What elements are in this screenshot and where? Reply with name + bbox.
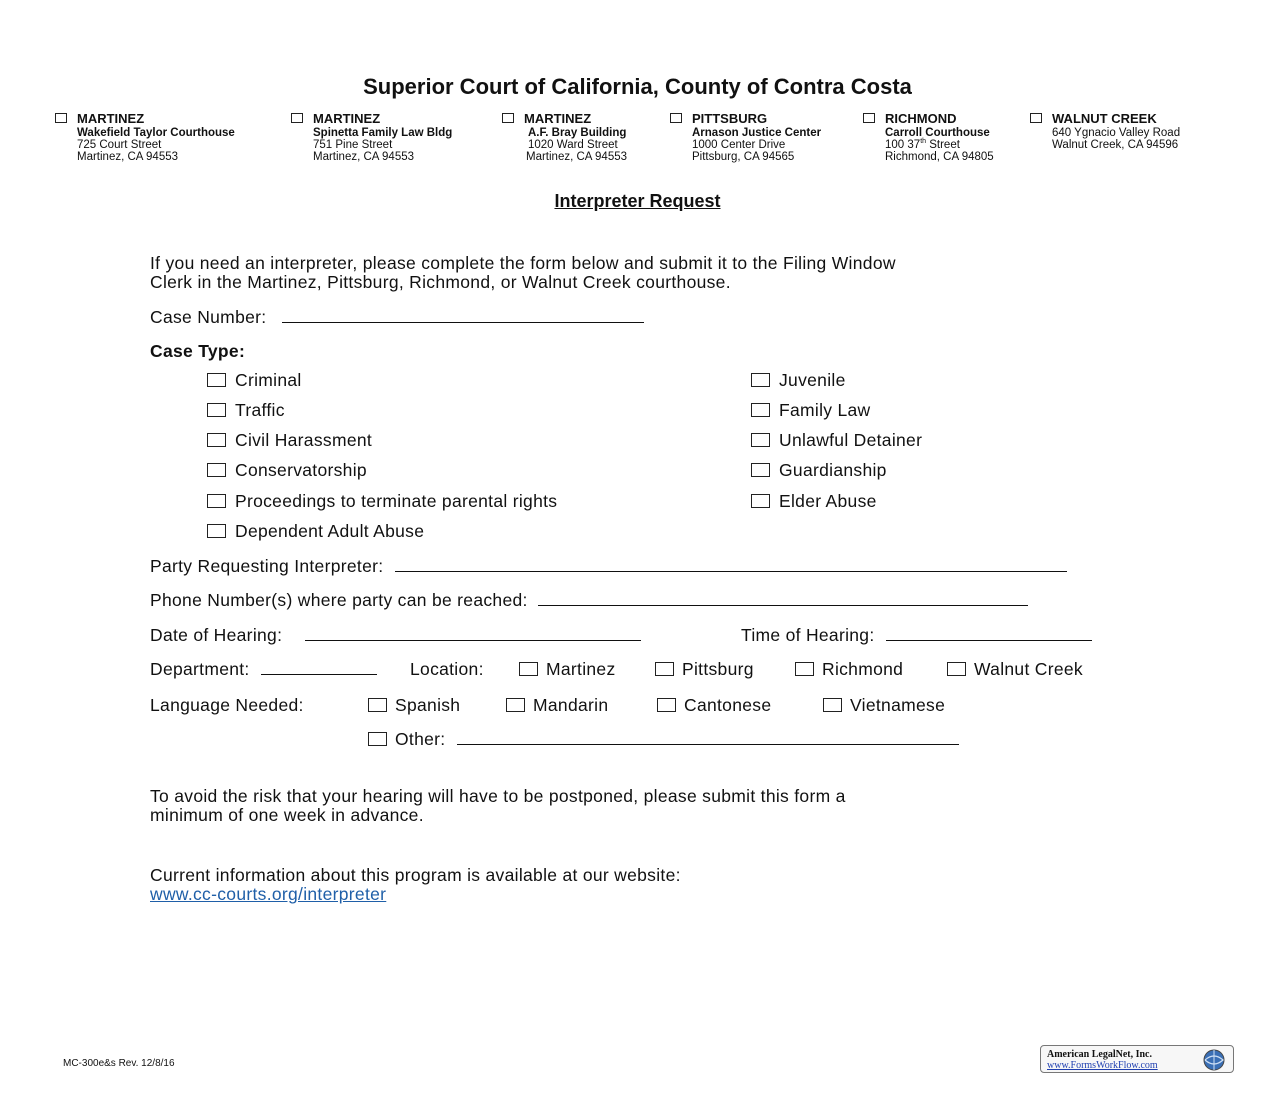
- checkbox[interactable]: [751, 403, 770, 417]
- checkbox[interactable]: [207, 463, 226, 477]
- court-title: Superior Court of California, County of Contra Costa: [363, 74, 912, 99]
- courthouse-name: MARTINEZ: [77, 111, 145, 126]
- location-martinez[interactable]: [519, 659, 616, 679]
- courthouse-street: 1020 Ward Street: [528, 139, 618, 151]
- courthouse-name: RICHMOND: [885, 111, 957, 126]
- case-number-field[interactable]: [282, 308, 644, 323]
- time-label: Time of Hearing:: [741, 625, 875, 645]
- option-label: Martinez: [546, 659, 616, 679]
- case-type-elder-abuse[interactable]: [751, 491, 877, 511]
- website-info: [150, 866, 681, 904]
- website-text: Current information about this program is available at our website:: [150, 865, 681, 885]
- courthouse-walnut-creek: [1052, 112, 1180, 151]
- phone-label: Phone Number(s) where party can be reached:: [150, 590, 528, 610]
- case-type-guardianship[interactable]: [751, 460, 887, 480]
- checkbox[interactable]: [751, 373, 770, 387]
- date-label: Date of Hearing:: [150, 625, 283, 645]
- checkbox[interactable]: [751, 494, 770, 508]
- courthouse-city: Pittsburg, CA 94565: [692, 151, 795, 163]
- courthouse-building: Wakefield Taylor Courthouse: [77, 127, 235, 139]
- option-label: Vietnamese: [850, 695, 946, 715]
- time-field[interactable]: [886, 626, 1092, 641]
- courthouse-checkbox[interactable]: [670, 113, 682, 123]
- option-label: Spanish: [395, 695, 461, 715]
- location-label: Location:: [410, 659, 484, 679]
- courthouse-city: Martinez, CA 94553: [77, 151, 179, 163]
- checkbox[interactable]: [751, 433, 770, 447]
- case-type-juvenile[interactable]: [751, 370, 846, 390]
- form-code: MC-300e&s Rev. 12/8/16: [63, 1058, 175, 1069]
- courthouse-name: WALNUT CREEK: [1052, 111, 1157, 126]
- option-label: Guardianship: [779, 460, 887, 480]
- courthouse-checkbox[interactable]: [1030, 113, 1042, 123]
- phone-field[interactable]: [538, 591, 1028, 606]
- case-type-criminal[interactable]: [207, 370, 302, 390]
- courthouse-street: 751 Pine Street: [313, 139, 393, 151]
- party-row: [150, 556, 1067, 576]
- date-field[interactable]: [305, 626, 641, 641]
- case-type-parental-rights[interactable]: [207, 491, 557, 511]
- option-label: Walnut Creek: [974, 659, 1083, 679]
- location-richmond[interactable]: [795, 659, 903, 679]
- intro-line: If you need an interpreter, please complete the form below and submit it to the Filing Window: [150, 253, 896, 273]
- other-language-field[interactable]: [457, 730, 959, 745]
- option-label: Conservatorship: [235, 460, 367, 480]
- checkbox[interactable]: [207, 433, 226, 447]
- checkbox[interactable]: [655, 662, 674, 676]
- option-label: Mandarin: [533, 695, 609, 715]
- option-label: Dependent Adult Abuse: [235, 521, 425, 541]
- case-type-traffic[interactable]: [207, 400, 285, 420]
- courthouse-street: 1000 Center Drive: [692, 139, 786, 151]
- time-row: [741, 625, 1092, 645]
- courthouse-martinez-bray: [524, 112, 627, 163]
- courthouse-building: Spinetta Family Law Bldg: [313, 127, 453, 139]
- checkbox[interactable]: [823, 698, 842, 712]
- option-label: Family Law: [779, 400, 871, 420]
- courthouse-martinez-spinetta: [313, 112, 452, 163]
- logo-company: American LegalNet, Inc.: [1047, 1049, 1152, 1060]
- case-type-family-law[interactable]: [751, 400, 871, 420]
- intro-text: [150, 254, 896, 292]
- option-label: Other:: [395, 729, 446, 749]
- courthouse-pittsburg: [692, 112, 821, 163]
- advance-line: minimum of one week in advance.: [150, 805, 424, 825]
- option-label: Civil Harassment: [235, 430, 373, 450]
- advance-line: To avoid the risk that your hearing will have to be postponed, please submit this form a: [150, 786, 846, 806]
- courthouse-richmond: [885, 112, 994, 163]
- case-number-row: [150, 307, 644, 327]
- courthouse-martinez-wakefield: [77, 112, 235, 163]
- option-label: Richmond: [822, 659, 904, 679]
- courthouse-checkbox[interactable]: [55, 113, 67, 123]
- courthouse-city: Walnut Creek, CA 94596: [1052, 139, 1179, 151]
- intro-line: Clerk in the Martinez, Pittsburg, Richmond, or Walnut Creek courthouse.: [150, 272, 731, 292]
- language-vietnamese[interactable]: [823, 695, 945, 715]
- checkbox[interactable]: [207, 403, 226, 417]
- department-row: [150, 659, 377, 679]
- courthouse-building: Carroll Courthouse: [885, 127, 990, 139]
- option-label: Elder Abuse: [779, 491, 877, 511]
- form-title: Interpreter Request: [554, 191, 721, 211]
- courthouse-city: Martinez, CA 94553: [313, 151, 415, 163]
- checkbox[interactable]: [751, 463, 770, 477]
- checkbox[interactable]: [947, 662, 966, 676]
- case-type-civil-harassment[interactable]: [207, 430, 372, 450]
- courthouse-checkbox[interactable]: [291, 113, 303, 123]
- checkbox[interactable]: [207, 524, 226, 538]
- phone-row: [150, 590, 1028, 610]
- option-label: Criminal: [235, 370, 302, 390]
- language-label: Language Needed:: [150, 695, 304, 715]
- language-other[interactable]: [368, 729, 959, 749]
- option-label: Juvenile: [779, 370, 846, 390]
- courthouse-name: MARTINEZ: [313, 111, 381, 126]
- language-mandarin[interactable]: [506, 695, 608, 715]
- courthouse-city: Richmond, CA 94805: [885, 151, 994, 163]
- courthouse-checkbox[interactable]: [863, 113, 875, 123]
- option-label: Pittsburg: [682, 659, 754, 679]
- courthouse-checkbox[interactable]: [502, 113, 514, 123]
- logo-url[interactable]: www.FormsWorkFlow.com: [1047, 1060, 1158, 1071]
- location-walnut-creek[interactable]: [947, 659, 1083, 679]
- courthouse-building: Arnason Justice Center: [692, 127, 822, 139]
- department-label: Department:: [150, 659, 250, 679]
- party-field[interactable]: [395, 557, 1067, 572]
- courthouse-city: Martinez, CA 94553: [526, 151, 628, 163]
- option-label: Proceedings to terminate parental rights: [235, 491, 558, 511]
- party-label: Party Requesting Interpreter:: [150, 556, 384, 576]
- checkbox[interactable]: [657, 698, 676, 712]
- checkbox[interactable]: [519, 662, 538, 676]
- website-link[interactable]: www.cc-courts.org/interpreter: [150, 884, 387, 904]
- case-number-label: Case Number:: [150, 307, 267, 327]
- case-type-unlawful-detainer[interactable]: [751, 430, 922, 450]
- checkbox[interactable]: [207, 373, 226, 387]
- case-type-conservatorship[interactable]: [207, 460, 367, 480]
- option-label: Traffic: [235, 400, 285, 420]
- courthouse-building: A.F. Bray Building: [528, 127, 627, 139]
- department-field[interactable]: [261, 660, 377, 675]
- courthouse-name: MARTINEZ: [524, 111, 592, 126]
- checkbox[interactable]: [795, 662, 814, 676]
- case-type-label: Case Type:: [150, 341, 246, 361]
- checkbox[interactable]: [506, 698, 525, 712]
- location-pittsburg[interactable]: [655, 659, 754, 679]
- advance-notice: [150, 787, 846, 825]
- courthouse-street: 725 Court Street: [77, 139, 162, 151]
- checkbox[interactable]: [368, 698, 387, 712]
- option-label: Cantonese: [684, 695, 772, 715]
- courthouse-name: PITTSBURG: [692, 111, 768, 126]
- checkbox[interactable]: [207, 494, 226, 508]
- checkbox[interactable]: [368, 732, 387, 746]
- language-cantonese[interactable]: [657, 695, 771, 715]
- language-spanish[interactable]: [368, 695, 460, 715]
- date-row: [150, 625, 641, 645]
- courthouse-street: 640 Ygnacio Valley Road: [1052, 127, 1181, 139]
- case-type-dependent-adult-abuse[interactable]: [207, 521, 424, 541]
- courthouse-street: 100 37th Street: [885, 138, 960, 151]
- american-legalnet-logo[interactable]: [1040, 1045, 1234, 1073]
- option-label: Unlawful Detainer: [779, 430, 923, 450]
- globe-icon: [1199, 1048, 1229, 1072]
